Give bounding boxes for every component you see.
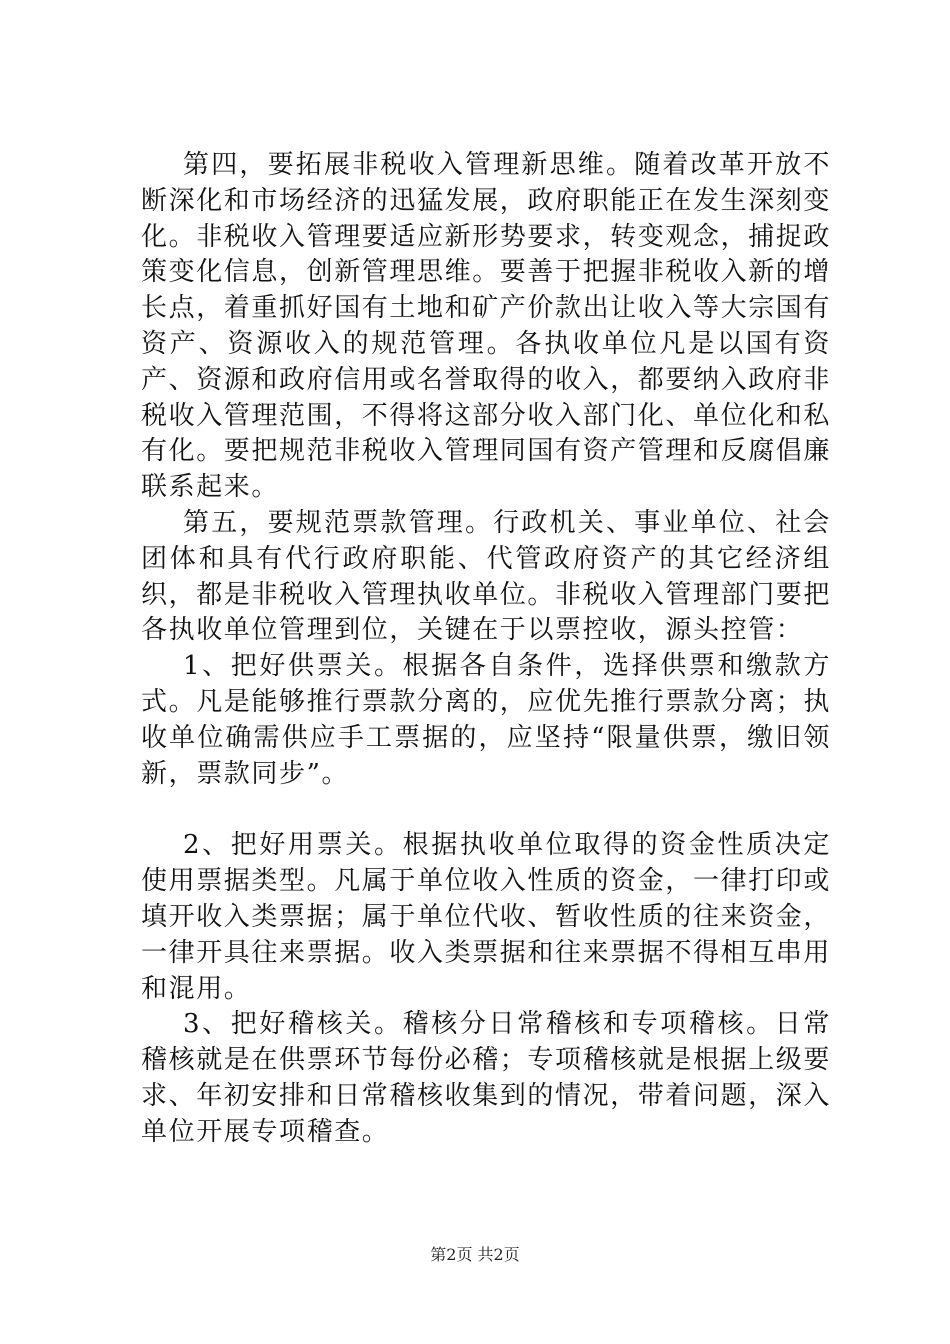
- paragraph-fourth: 第四，要拓展非税收入管理新思维。随着改革开放不断深化和市场经济的迅猛发展，政府职能正在发生深刻变化。非税收入管理要适应新形势要求，转变观念，捕捉政策变化信息，创新管理思维。要善于把握非税收入新的增长点，着重抓好国有土地和矿产价款出让收入等大宗国有资产、资源收入的规范管理。各执收单位凡是以国有资产、资源和政府信用或名誉取得的收入，都要纳入政府非税收入管理范围，不得将这部分收入部门化、单位化和私有化。要把规范非税收入管理同国有资产管理和反腐倡廉联系起来。: [141, 150, 832, 503]
- paragraph-ticket-supply: 1、把好供票关。根据各自条件，选择供票和缴款方式。凡是能够推行票款分离的，应优先推行票款分离；执收单位确需供应手工票据的，应坚持“限量供票，缴旧领新，票款同步”。: [141, 651, 832, 789]
- page-number-footer: 第2页 共2页: [430, 1245, 520, 1264]
- paragraph-audit: 3、把好稽核关。稽核分日常稽核和专项稽核。日常稽核就是在供票环节每份必稽；专项稽核就是根据上级要求、年初安排和日常稽核收集到的情况，带着问题，深入单位开展专项稽查。: [141, 1009, 832, 1147]
- document-body: [141, 148, 831, 1151]
- paragraph-fifth: 第五，要规范票款管理。行政机关、事业单位、社会团体和具有代行政府职能、代管政府资产的其它经济组织，都是非税收入管理执收单位。非税收入管理部门要把各执收单位管理到位，关键在于以票控收，源头控管：: [141, 507, 832, 646]
- paragraph-ticket-usage: 2、把好用票关。根据执收单位取得的资金性质决定使用票据类型。凡属于单位收入性质的资金，一律打印或填开收入类票据；属于单位代收、暂收性质的往来资金，一律开具往来票据。收入类票据和往来票据不得相互串用和混用。: [141, 830, 832, 1004]
